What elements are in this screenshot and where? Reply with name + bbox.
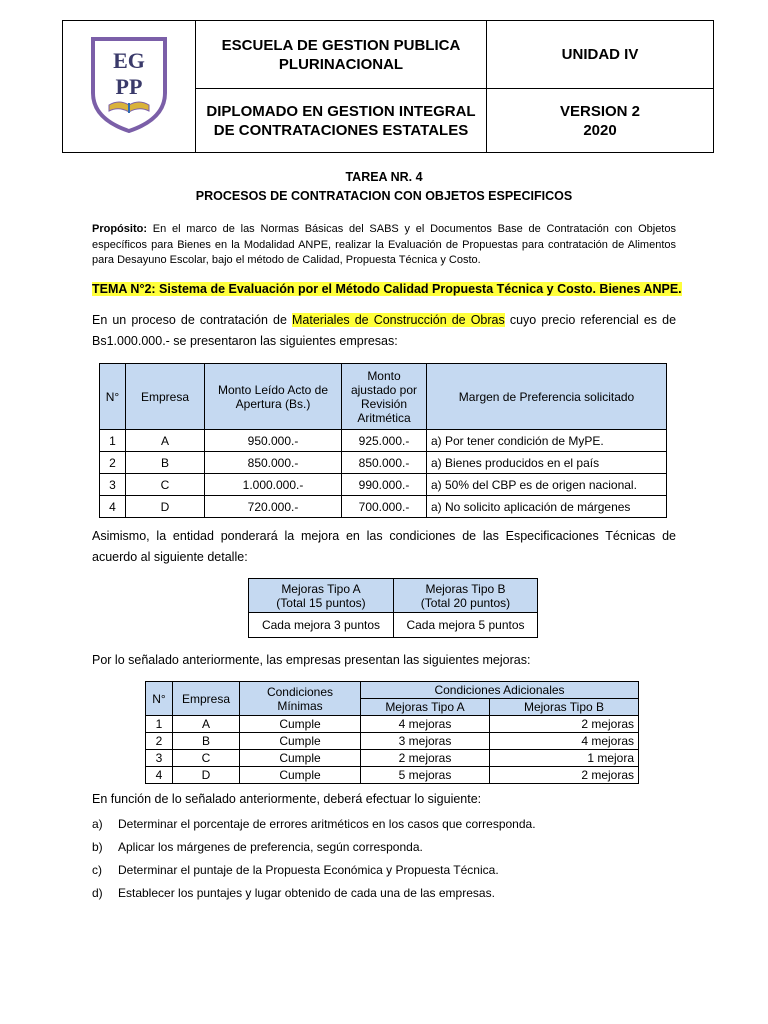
svg-text:PP: PP <box>115 74 143 99</box>
table-cell: D <box>173 767 240 784</box>
table-cell: D <box>126 496 205 518</box>
table-cell: 700.000.- <box>342 496 427 518</box>
table-cell: Cumple <box>240 767 361 784</box>
table-cell: 4 mejoras <box>361 716 490 733</box>
table-cell: a) 50% del CBP es de origen nacional. <box>427 474 667 496</box>
table-header: Empresa <box>126 364 205 430</box>
document-title: TAREA NR. 4 <box>345 170 423 184</box>
table-cell: B <box>126 452 205 474</box>
egpp-logo <box>89 35 169 133</box>
table-cell: 2 mejoras <box>490 767 639 784</box>
table-row <box>100 430 667 452</box>
purpose-label: Propósito: <box>92 223 147 235</box>
document-subtitle: PROCESOS DE CONTRATACION CON OBJETOS ESPECIFICOS <box>195 189 573 203</box>
list-text: Establecer los puntajes y lugar obtenido de cada una de las empresas. <box>118 886 495 900</box>
table-cell: 1 <box>146 716 173 733</box>
table-cell: A <box>126 430 205 452</box>
list-marker: c) <box>92 863 102 877</box>
table-cell: 4 <box>100 496 126 518</box>
table-cell: Cumple <box>240 733 361 750</box>
table-row <box>146 767 639 784</box>
table-cell: a) Por tener condición de MyPE. <box>427 430 667 452</box>
table-header: Mejoras Tipo A <box>361 699 490 716</box>
table-cell: 850.000.- <box>205 452 342 474</box>
table-header: Margen de Preferencia solicitado <box>427 364 667 430</box>
asimismo-paragraph: Asimismo, la entidad ponderará la mejora en las condiciones de las Especificaciones Técnicas de acuerdo al siguiente detalle: <box>92 529 676 564</box>
table-cell: a) Bienes producidos en el país <box>427 452 667 474</box>
table-header: Mejoras Tipo A (Total 15 puntos) <box>249 579 394 613</box>
table-cell: Cada mejora 3 puntos <box>249 613 394 638</box>
list-text: Aplicar los márgenes de preferencia, según corresponda. <box>118 840 423 854</box>
list-item <box>92 840 536 863</box>
table-cell: 950.000.- <box>205 430 342 452</box>
document-header <box>62 20 714 153</box>
purpose-paragraph <box>92 222 676 269</box>
table-cell: 1 <box>100 430 126 452</box>
table-header: Mejoras Tipo B (Total 20 puntos) <box>394 579 538 613</box>
list-marker: d) <box>92 886 103 900</box>
table-header: Condiciones Mínimas <box>240 682 361 716</box>
svg-text:EG: EG <box>113 48 145 73</box>
purpose-text: En el marco de las Normas Básicas del SABS y el Documentos Base de Contratación con Objetos específicos para Bienes en la Modalidad ANPE, realizar la Evaluación de Propuestas para contratación de Alimentos para Desayuno Escolar, bajo el método de Calidad, Propuesta Técnica y Costo. <box>92 223 676 266</box>
intro-before: En un proceso de contratación de <box>92 313 292 327</box>
table-header: N° <box>146 682 173 716</box>
list-marker: a) <box>92 817 103 831</box>
logo-cell <box>63 21 196 153</box>
table-cell: 2 <box>146 733 173 750</box>
companies-table <box>99 363 667 518</box>
table-row <box>146 750 639 767</box>
en-funcion-paragraph: En función de lo señalado anteriormente, deberá efectuar lo siguiente: <box>92 792 482 806</box>
table-header: Mejoras Tipo B <box>490 699 639 716</box>
table-row <box>100 474 667 496</box>
version-cell <box>487 89 714 153</box>
list-item <box>92 886 536 909</box>
table-cell: 925.000.- <box>342 430 427 452</box>
version-label: VERSION 2 <box>559 102 641 120</box>
table-cell: 990.000.- <box>342 474 427 496</box>
course-name: DIPLOMADO EN GESTION INTEGRAL DE CONTRATACIONES ESTATALES <box>196 89 487 153</box>
school-name: ESCUELA DE GESTION PUBLICA PLURINACIONAL <box>196 21 487 89</box>
table-header: Monto Leído Acto de Apertura (Bs.) <box>205 364 342 430</box>
table-cell: a) No solicito aplicación de márgenes <box>427 496 667 518</box>
table-cell: B <box>173 733 240 750</box>
intro-highlight: Materiales de Construcción de Obras <box>292 313 505 327</box>
intro-paragraph <box>92 310 676 352</box>
unit-label: UNIDAD IV <box>487 21 714 89</box>
table-cell: Cada mejora 5 puntos <box>394 613 538 638</box>
table-header: Monto ajustado por Revisión Aritmética <box>342 364 427 430</box>
table-cell: C <box>126 474 205 496</box>
table-cell: 2 mejoras <box>490 716 639 733</box>
table-cell: 3 mejoras <box>361 733 490 750</box>
table-row <box>100 452 667 474</box>
table-header: Condiciones Adicionales <box>361 682 639 699</box>
table-cell: 1 mejora <box>490 750 639 767</box>
por-lo-paragraph: Por lo señalado anteriormente, las empresas presentan las siguientes mejoras: <box>92 653 531 667</box>
table-header: N° <box>100 364 126 430</box>
list-item <box>92 863 536 886</box>
list-item <box>92 817 536 840</box>
table-cell: 720.000.- <box>205 496 342 518</box>
list-text: Determinar el porcentaje de errores aritméticos en los casos que corresponda. <box>118 817 536 831</box>
improvements-points-table <box>248 578 538 638</box>
table-row <box>249 613 538 638</box>
table-row <box>100 496 667 518</box>
table-cell: C <box>173 750 240 767</box>
version-year: 2020 <box>583 121 617 139</box>
table-cell: 3 <box>100 474 126 496</box>
table-cell: 3 <box>146 750 173 767</box>
list-text: Determinar el puntaje de la Propuesta Económica y Propuesta Técnica. <box>118 863 499 877</box>
tema-heading: TEMA N°2: Sistema de Evaluación por el Método Calidad Propuesta Técnica y Costo. Bienes ANPE. <box>92 282 682 296</box>
table-row <box>146 716 639 733</box>
table-cell: 5 mejoras <box>361 767 490 784</box>
list-marker: b) <box>92 840 103 854</box>
table-cell: 4 mejoras <box>490 733 639 750</box>
table-cell: Cumple <box>240 750 361 767</box>
table-cell: 4 <box>146 767 173 784</box>
table-cell: 1.000.000.- <box>205 474 342 496</box>
table-header: Empresa <box>173 682 240 716</box>
table-cell: 2 <box>100 452 126 474</box>
task-list <box>92 817 536 909</box>
intro-after: cuyo precio referencial es de Bs1.000.000.- se presentaron las siguientes empresas: <box>92 313 677 348</box>
improvements-table <box>145 681 639 784</box>
table-cell: 850.000.- <box>342 452 427 474</box>
table-row <box>146 733 639 750</box>
table-cell: A <box>173 716 240 733</box>
table-cell: Cumple <box>240 716 361 733</box>
table-cell: 2 mejoras <box>361 750 490 767</box>
